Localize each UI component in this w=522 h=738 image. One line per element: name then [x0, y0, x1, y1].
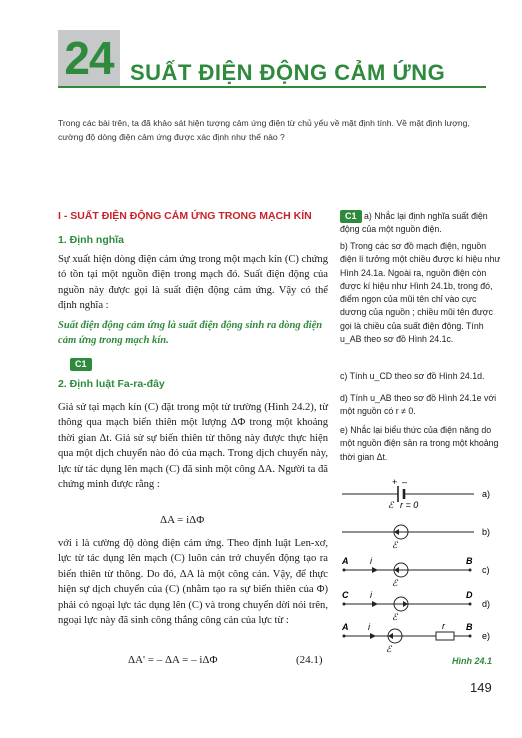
page-number: 149: [470, 680, 492, 695]
side-a-text: a) Nhắc lại định nghĩa suất điện động của một nguồn điện.: [340, 211, 488, 235]
node-d-d: D: [466, 590, 473, 600]
row-b-label: b): [482, 527, 491, 537]
figure-row-c: [341, 556, 490, 588]
side-question-a: [340, 210, 502, 237]
emf-symbol-c: ℰ: [392, 578, 398, 588]
row-a-label: a): [482, 489, 491, 499]
plus-sign: +: [392, 477, 398, 487]
figure-row-a: [342, 477, 490, 510]
emf-symbol-b: ℰ: [392, 540, 398, 550]
definition-paragraph: Sự xuất hiện dòng điện cảm ứng trong một mạch kín (C) chứng tỏ tồn tại một nguồn điện trong mạch đó. Suất điện động của nguồn này được gọi là suất điện động cảm ứng. Vậy có thể định nghĩa :: [58, 254, 328, 312]
current-e: i: [368, 622, 370, 632]
row-c-label: c): [482, 565, 490, 575]
c1-badge: C1: [70, 358, 92, 371]
node-b-c: B: [466, 556, 473, 566]
subsection-heading-definition: 1. Định nghĩa: [58, 234, 124, 246]
emf-symbol-d: ℰ: [392, 612, 398, 622]
internal-resistance-label: r = 0: [400, 500, 419, 510]
minus-sign: –: [402, 477, 408, 487]
definition-statement: Suất điện động cảm ứng là suất điện động sinh ra dòng điện cảm ứng trong mạch kín.: [58, 320, 323, 347]
current-c: i: [370, 556, 372, 566]
figure-row-d: [342, 590, 490, 622]
row-d-label: d): [482, 599, 491, 609]
current-d: i: [370, 590, 372, 600]
faraday-paragraph-2: với i là cường độ dòng điện cảm ứng. Theo định luật Len-xơ, lực từ tác dụng lên mạch (C) luôn cản trở chuyển động tạo ra biến thiên từ thông. Do đó, ΔA là một công cản. Vậy, để thực hiện sự dịch chuyển của (C) (nhằm tạo ra sự biến thiên của Φ) phải có ngoại lực tác dụng lên (C) và trong chuyển dời nói trên, ngoại lực này đã sinh công thắng công cản của lực từ :: [58, 538, 328, 627]
emf-symbol-e: ℰ: [386, 644, 392, 654]
chapter-title: SUẤT ĐIỆN ĐỘNG CẢM ỨNG: [130, 60, 446, 85]
equation-number: (24.1): [296, 654, 323, 666]
equation-24-1: ΔA' = – ΔA = – iΔΦ: [128, 654, 218, 666]
figure-row-e: [341, 621, 490, 654]
emf-symbol-a: ℰ: [388, 500, 394, 510]
intro-paragraph: Trong các bài trên, ta đã khảo sát hiện tượng cảm ứng điện từ chủ yếu về mặt định tính. Về mặt định lượng, cường độ dòng điện cảm ứng được xác định như thế nào ?: [58, 118, 470, 142]
node-a-c: A: [342, 556, 349, 566]
faraday-paragraph-1: Giả sử tại mạch kín (C) đặt trong một từ trường (Hình 24.2), từ thông qua mạch biến thiên một lượng ΔΦ trong một khoảng thời gian Δt. Giả sử sự biến thiên từ thông này được thực hiện qua một dịch chuyển nào đó của mạch. Trong dịch chuyển này, lực từ tác dụng lên mạch (C) đã sinh một công ΔA. Người ta đã chứng minh được rằng :: [58, 402, 328, 491]
node-b-e: B: [466, 622, 473, 632]
row-e-label: e): [482, 631, 491, 641]
figure-row-b: [342, 525, 490, 550]
side-question-e: e) Nhắc lại biểu thức của điện năng do một nguồn điện sản ra trong một khoảng thời gian Δt.: [340, 425, 499, 462]
side-question-b: b) Trong các sơ đồ mạch điện, nguồn điện lí tưởng một chiều được kí hiệu như Hình 24.1a. Ngoài ra, nguồn điện còn được kí hiệu như Hình 24.1b, trong đó, điểm ngọn của mũi tên chỉ vào cực dương của nguồn ; chiều mũi tên được gọi là chiều của suất điện động. Tính u_AB theo sơ đồ Hình 24.1c.: [340, 241, 501, 345]
subsection-heading-faraday: 2. Định luật Fa-ra-đây: [58, 378, 165, 390]
chapter-number: 24: [64, 32, 114, 84]
node-c-d: C: [342, 590, 349, 600]
c1-side-badge: C1: [340, 210, 362, 223]
side-question-d: d) Tính u_AB theo sơ đồ Hình 24.1e với một nguồn có r ≠ 0.: [340, 393, 497, 417]
figure-24-1: [336, 476, 502, 654]
resistor-label: r: [442, 621, 445, 631]
section-heading: I - SUẤT ĐIỆN ĐỘNG CẢM ỨNG TRONG MẠCH KÍN: [58, 210, 312, 222]
figure-caption: Hình 24.1: [452, 656, 493, 666]
node-a-e: A: [342, 622, 349, 632]
equation-work: ΔA = iΔΦ: [160, 514, 205, 526]
title-rule: [58, 86, 486, 88]
side-question-c: c) Tính u_CD theo sơ đồ Hình 24.1d.: [340, 371, 485, 381]
